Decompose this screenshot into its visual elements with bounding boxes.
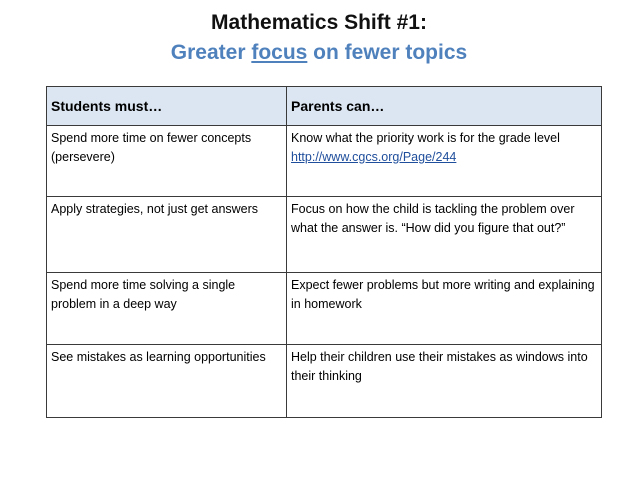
parents-cell <box>287 126 602 197</box>
parents-cell: Help their children use their mistakes as windows into their thinking <box>287 345 602 418</box>
table-row <box>47 345 602 418</box>
priority-work-link[interactable]: http://www.cgcs.org/Page/244 <box>291 150 457 164</box>
parents-cell: Focus on how the child is tackling the problem over what the answer is. “How did you figure that out?” <box>287 197 602 273</box>
students-cell: Apply strategies, not just get answers <box>47 197 287 273</box>
header-students: Students must… <box>47 87 287 126</box>
table-row <box>47 126 602 197</box>
shift-table <box>46 86 602 418</box>
table-row <box>47 273 602 345</box>
slide-title <box>0 8 638 68</box>
subheading-focus-word: focus <box>251 41 308 64</box>
header-parents: Parents can… <box>287 87 602 126</box>
parents-text: Know what the priority work is for the grade level <box>291 131 560 145</box>
title-heading: Mathematics Shift #1: <box>211 11 427 34</box>
table-header-row <box>47 87 602 126</box>
students-cell: Spend more time solving a single problem in a deep way <box>47 273 287 345</box>
subheading-prefix: Greater <box>170 41 252 64</box>
table-row <box>47 197 602 273</box>
students-cell: See mistakes as learning opportunities <box>47 345 287 418</box>
title-subheading <box>0 38 638 68</box>
students-cell: Spend more time on fewer concepts (persevere) <box>47 126 287 197</box>
parents-cell: Expect fewer problems but more writing and explaining in homework <box>287 273 602 345</box>
subheading-suffix: on fewer topics <box>307 41 468 64</box>
